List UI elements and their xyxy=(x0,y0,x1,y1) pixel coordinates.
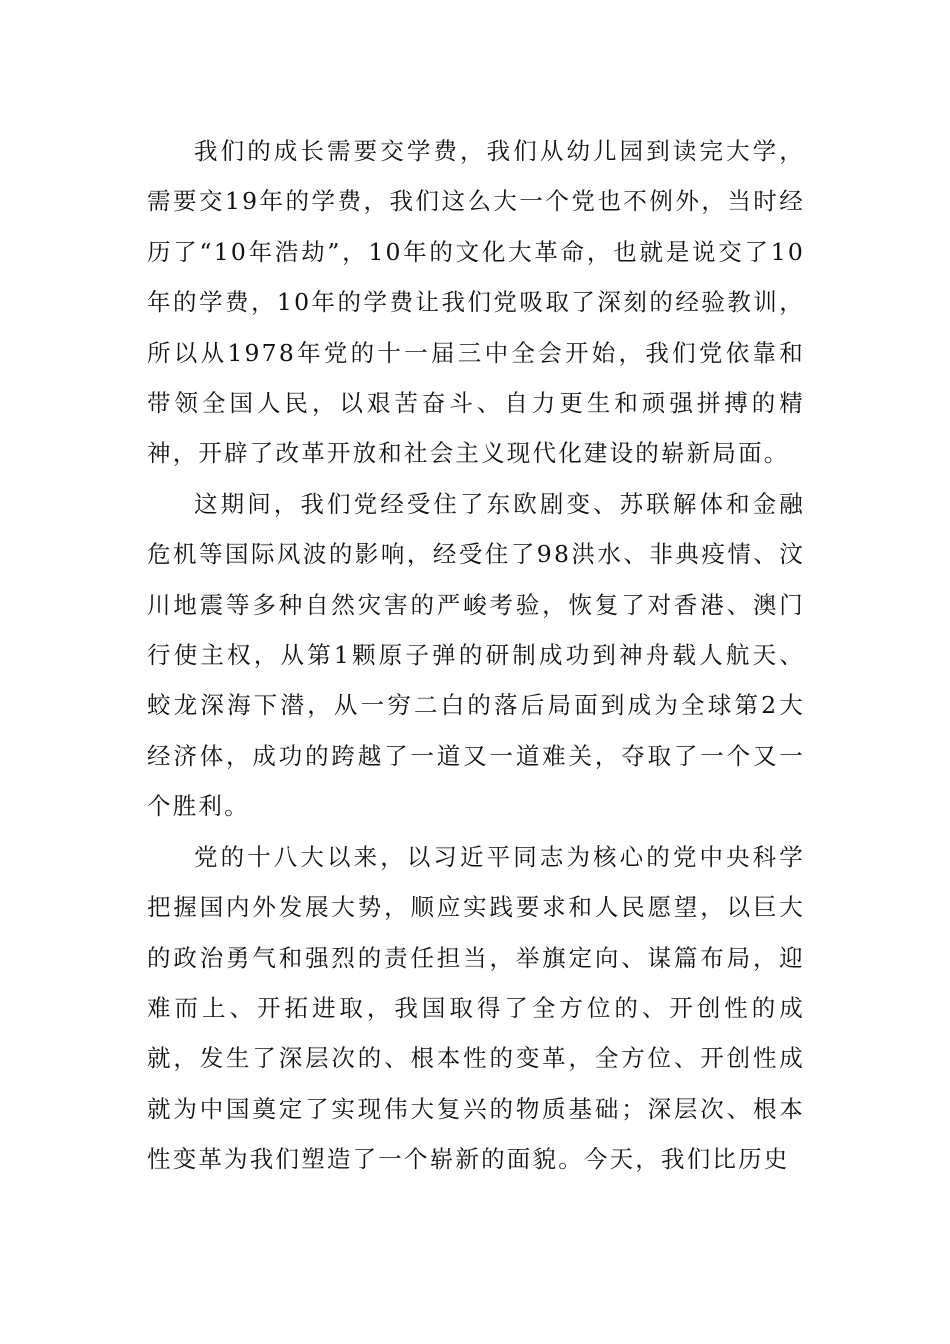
paragraph-2: 这期间，我们党经受住了东欧剧变、苏联解体和金融危机等国际风波的影响，经受住了98洪水、非典疫情、汶川地震等多种自然灾害的严峻考验，恢复了对香港、澳门行使主权，从第1颗原子弹的研制成功到神舟载人航天、蛟龙深海下潜，从一穷二白的落后局面到成为全球第2大经济体，成功的跨越了一道又一道难关，夺取了一个又一个胜利。 xyxy=(147,489,805,821)
document-body xyxy=(147,126,805,1185)
paragraph-1: 我们的成长需要交学费，我们从幼儿园到读完大学，需要交19年的学费，我们这么大一个党也不例外，当时经历了“10年浩劫”，10年的文化大革命，也就是说交了10年的学费，10年的学费让我们党吸取了深刻的经验教训，所以从1978年党的十一届三中全会开始，我们党依靠和带领全国人民，以艰苦奋斗、自力更生和顽强拼搏的精神，开辟了改革开放和社会主义现代化建设的崭新局面。 xyxy=(147,137,805,468)
paragraph-3: 党的十八大以来，以习近平同志为核心的党中央科学把握国内外发展大势，顺应实践要求和人民愿望，以巨大的政治勇气和强烈的责任担当，举旗定向、谋篇布局，迎难而上、开拓进取，我国取得了全方位的、开创性的成就，发生了深层次的、根本性的变革，全方位、开创性成就为中国奠定了实现伟大复兴的物质基础；深层次、根本性变革为我们塑造了一个崭新的面貌。今天，我们比历史 xyxy=(147,842,805,1174)
